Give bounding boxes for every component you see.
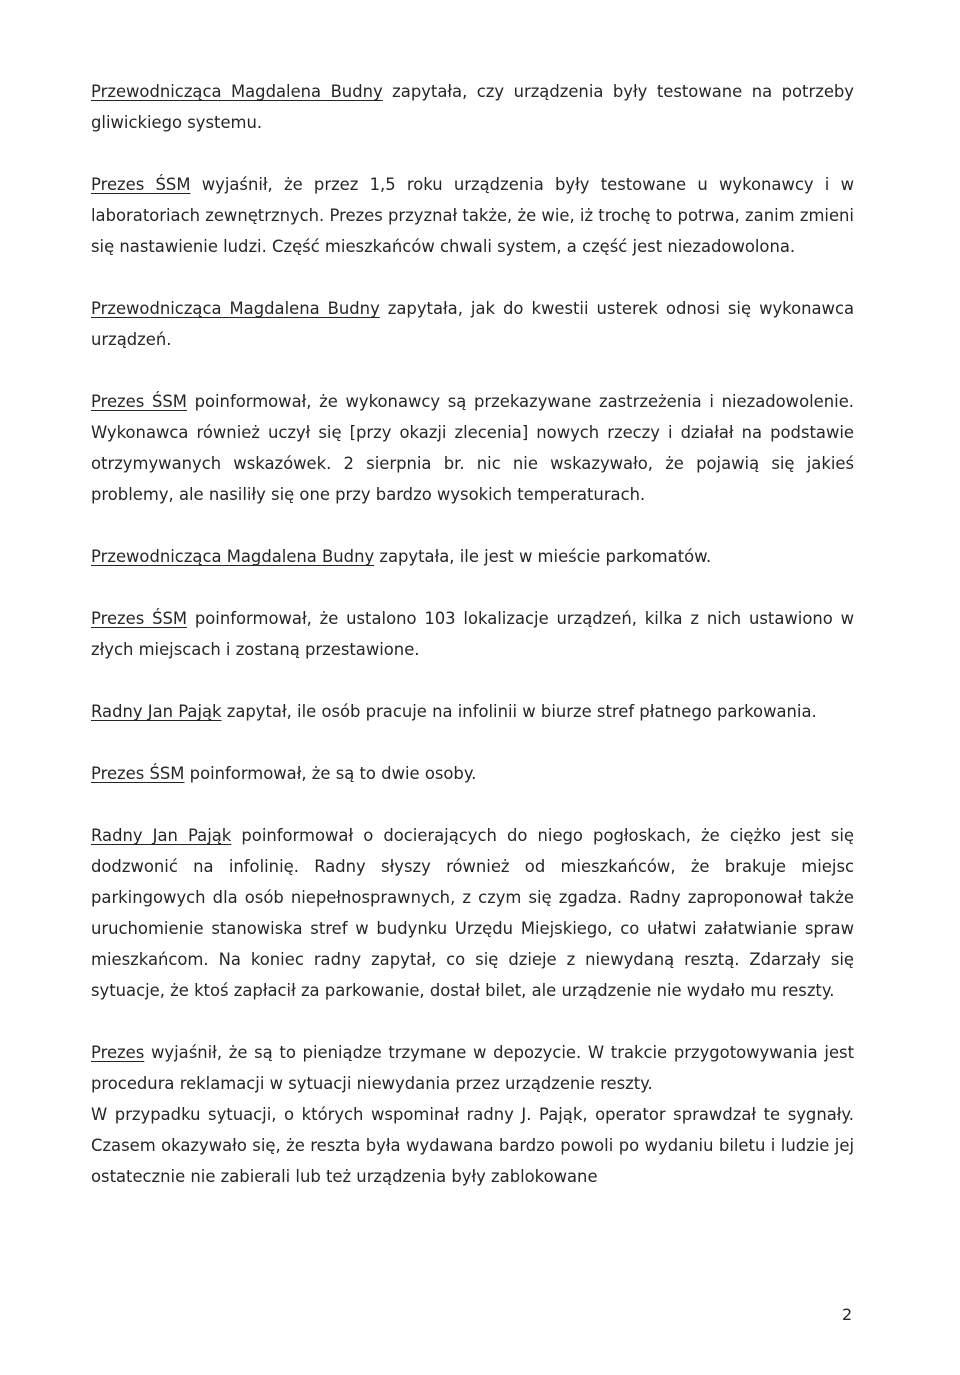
paragraph-text: zapytała, czy urządzenia były testowane na potrzeby gliwickiego systemu. (91, 82, 855, 132)
paragraph-3 (91, 293, 854, 355)
speaker-name: Prezes ŚSM (91, 609, 188, 628)
speaker-name: Przewodnicząca Magdalena Budny (91, 299, 380, 318)
speaker-name: Prezes (91, 1043, 145, 1062)
paragraph-11 (91, 1099, 854, 1192)
paragraph-text: W przypadku sytuacji, o których wspominał radny J. Pająk, operator sprawdzał te sygnały. Czasem okazywało się, że reszta była wydawana bardzo powoli po wydaniu biletu i ludzie jej ostatecznie nie zabierali lub też urządzenia były zablokowane (91, 1105, 854, 1186)
speaker-name: Przewodnicząca Magdalena Budny (91, 547, 375, 566)
paragraph-text: zapytał, ile osób pracuje na infolinii w biurze stref płatnego parkowania. (221, 702, 817, 721)
paragraph-text: poinformował o docierających do niego pogłoskach, że ciężko jest się dodzwonić na infolinię. Radny słyszy również od mieszkańców, że brakuje miejsc parkingowych dla osób niepełnosprawnych, z czym się zgadza. Radny zaproponował także uruchomienie stanowiska stref w budynku Urzędu Miejskiego, co ułatwi załatwianie spraw mieszkańcom. Na koniec radny zapytał, co się dzieje z niewydaną resztą. Zdarzały się sytuacje, że ktoś zapłacił za parkowanie, dostał bilet, ale urządzenie nie wydało mu reszty. (91, 826, 854, 1000)
paragraph-8 (91, 758, 854, 789)
paragraph-7 (91, 696, 854, 727)
paragraph-4 (91, 386, 854, 510)
paragraph-6 (91, 603, 854, 665)
speaker-name: Radny Jan Pająk (91, 702, 222, 721)
speaker-name: Przewodnicząca Magdalena Budny (91, 82, 383, 101)
page-number: 2 (842, 1305, 853, 1324)
speaker-name: Prezes ŚSM (91, 392, 187, 411)
paragraph-1 (91, 76, 854, 138)
speaker-name: Prezes ŚSM (91, 764, 185, 783)
paragraph-text: wyjaśnił, że przez 1,5 roku urządzenia były testowane u wykonawcy i w laboratoriach zewnętrznych. Prezes przyznał także, że wie, iż trochę to potrwa, zanim zmieni się nastawienie ludzi. Część mieszkańców chwali system, a część jest niezadowolona. (91, 175, 854, 256)
paragraph-text: poinformował, że wykonawcy są przekazywane zastrzeżenia i niezadowolenie. Wykonawca również uczył się [przy okazji zlecenia] nowych rzeczy i działał na podstawie otrzymywanych wskazówek. 2 sierpnia br. nic nie wskazywało, że pojawią się jakieś problemy, ale nasiliły się one przy bardzo wysokich temperaturach. (91, 392, 854, 504)
paragraph-text: poinformował, że ustalono 103 lokalizacje urządzeń, kilka z nich ustawiono w złych miejscach i zostaną przestawione. (91, 609, 854, 659)
paragraph-text: zapytała, ile jest w mieście parkomatów. (374, 547, 712, 566)
paragraph-text: zapytała, jak do kwestii usterek odnosi się wykonawca urządzeń. (91, 299, 855, 349)
paragraph-text: poinformował, że są to dwie osoby. (184, 764, 477, 783)
paragraph-2 (91, 169, 854, 262)
page-body (91, 76, 854, 1192)
speaker-name: Prezes ŚSM (91, 175, 191, 194)
paragraph-5 (91, 541, 854, 572)
paragraph-10 (91, 1037, 854, 1099)
paragraph-text: wyjaśnił, że są to pieniądze trzymane w depozycie. W trakcie przygotowywania jest procedura reklamacji w sytuacji niewydania przez urządzenie reszty. (91, 1043, 854, 1093)
speaker-name: Radny Jan Pająk (91, 826, 232, 845)
paragraph-9 (91, 820, 854, 1006)
